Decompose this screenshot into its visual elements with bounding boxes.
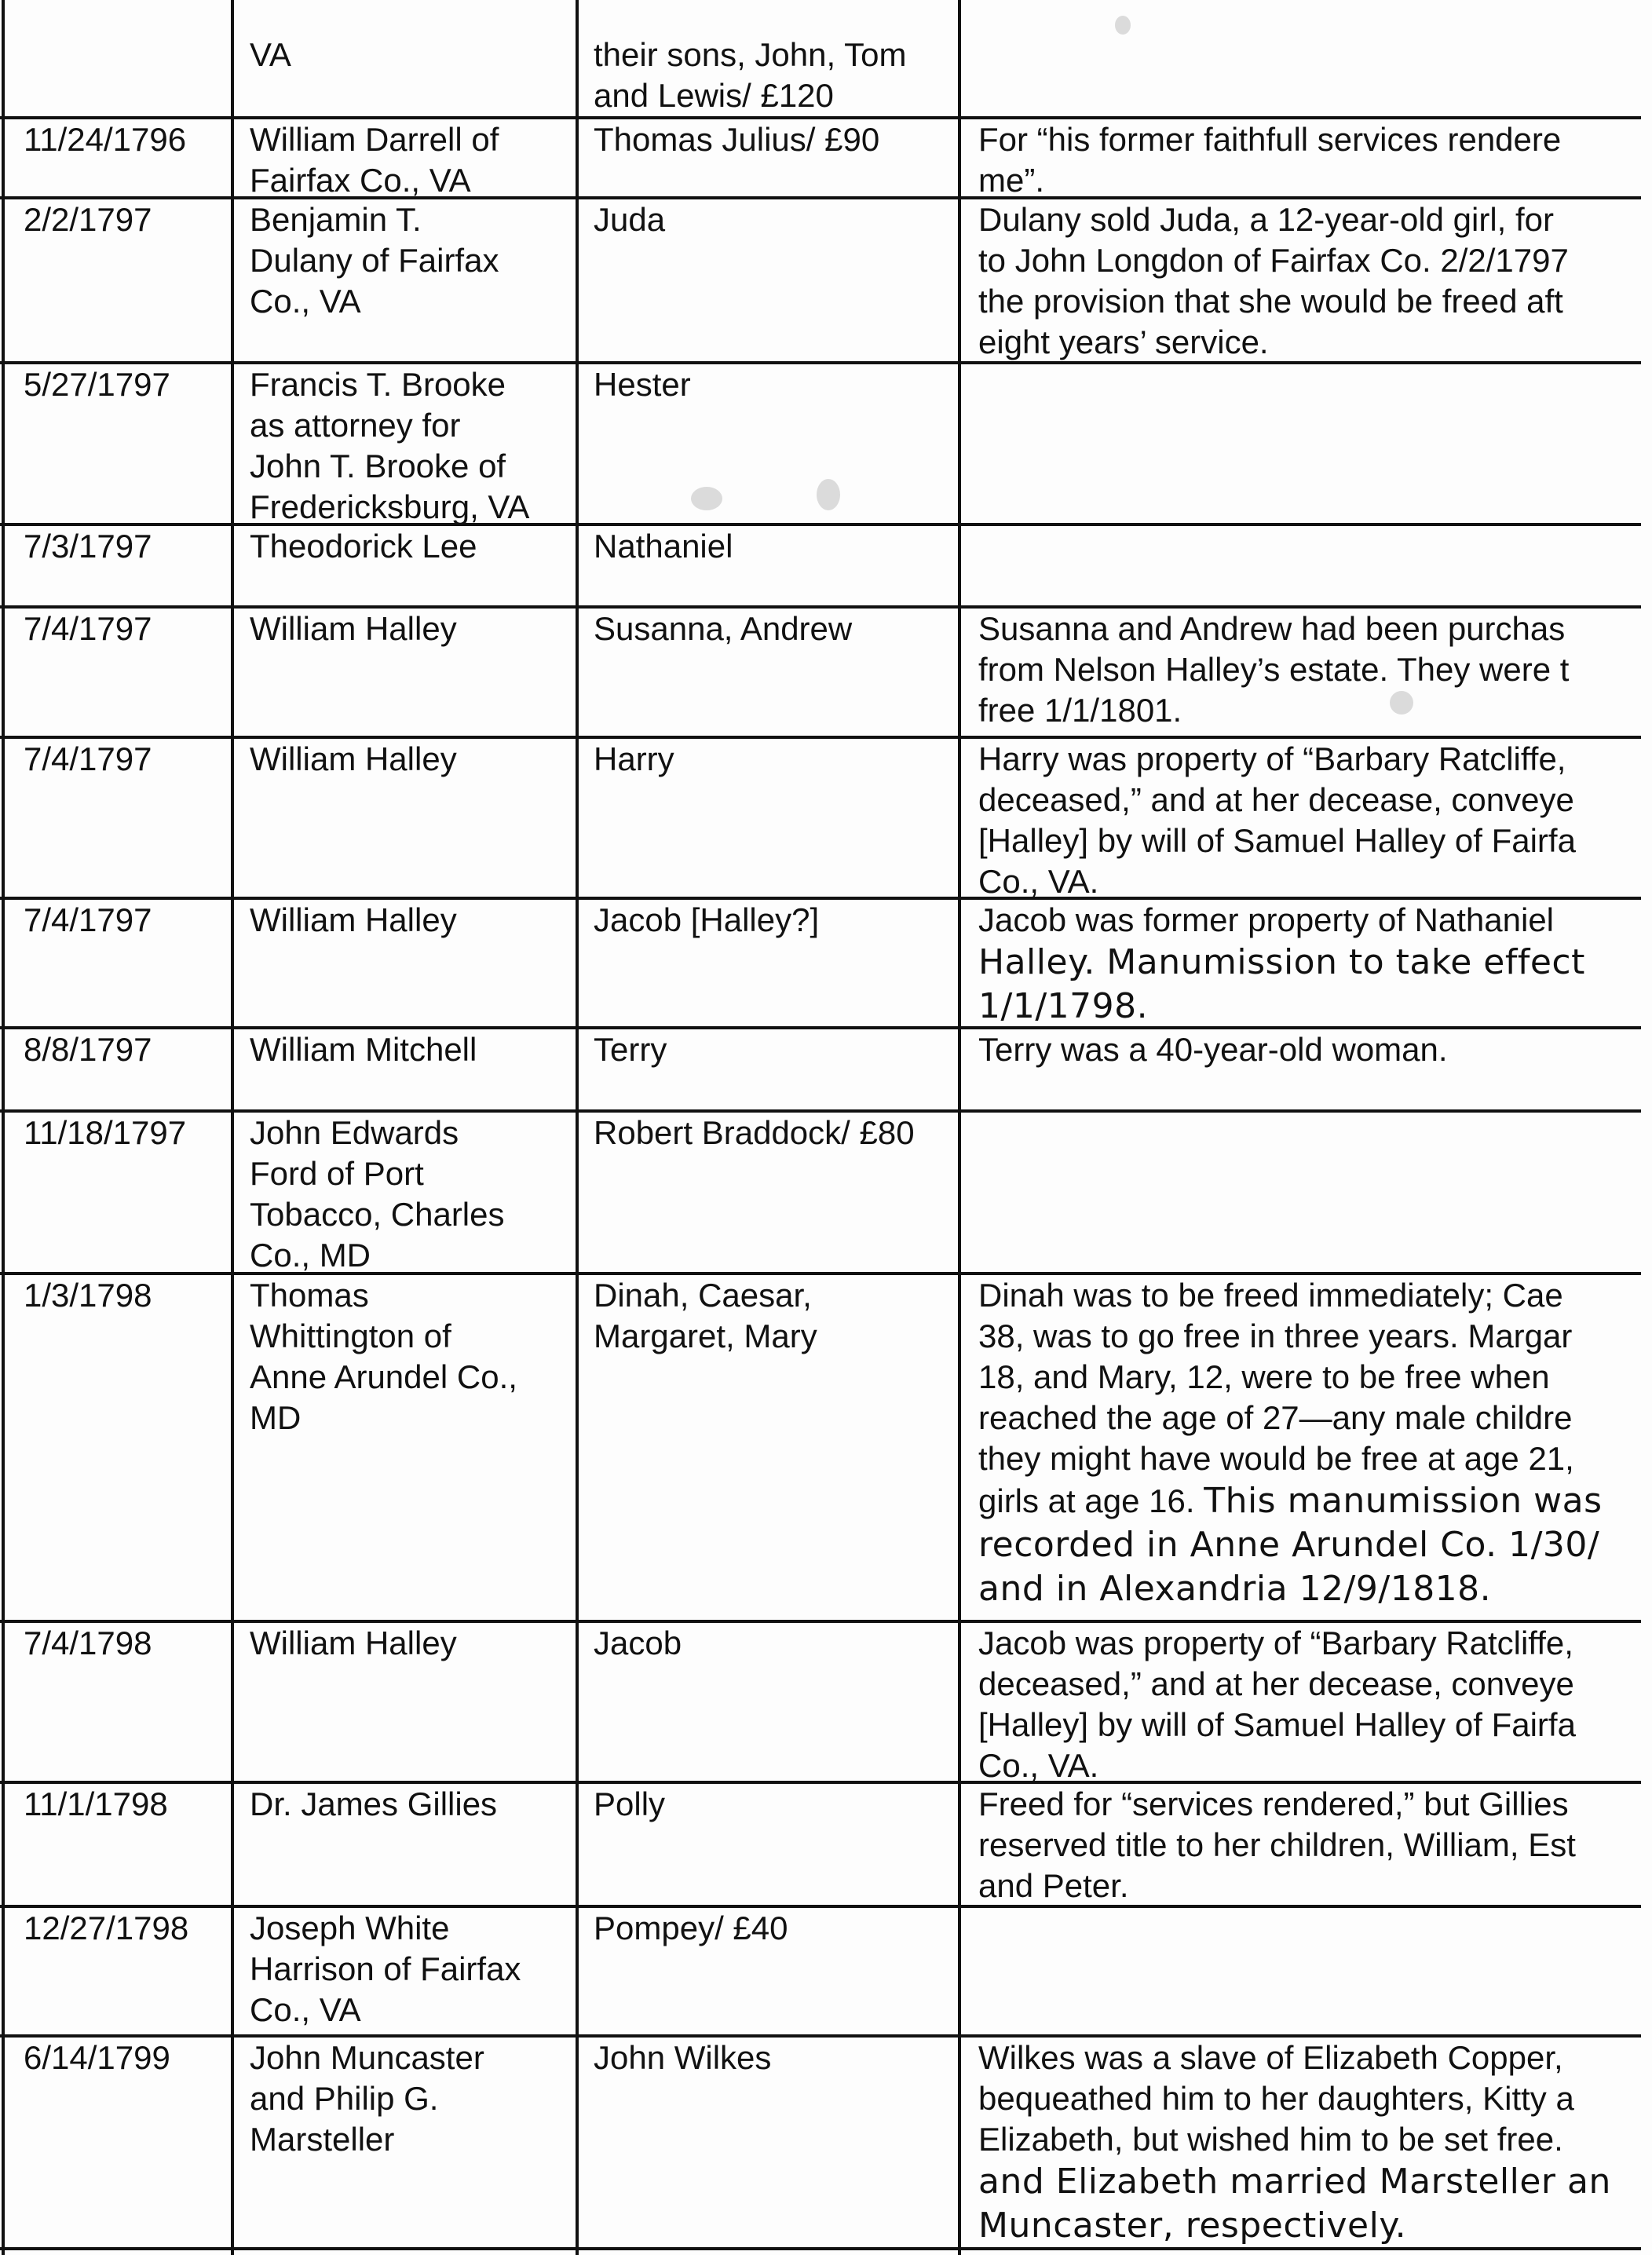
cell-manumitter: Dr. James Gillies — [250, 1785, 498, 1822]
cell-manumitter: Theodorick Lee — [250, 528, 477, 565]
cell-enslaved: Jacob — [594, 1625, 682, 1661]
cell-enslaved: John Wilkes — [594, 2039, 772, 2076]
cell-date: 7/4/1797 — [24, 901, 152, 938]
notes-typed-addition: This manumission was recorded in Anne Arundel Co. 1/30/ and in Alexandria 12/9/1818. — [978, 1481, 1603, 1609]
cell-notes — [978, 1275, 1646, 1611]
cell-enslaved: Thomas Julius/ £90 — [594, 121, 880, 158]
cell-manumitter: VA — [250, 36, 291, 73]
cell-enslaved: Dinah, Caesar, Margaret, Mary — [594, 1277, 817, 1354]
scan-speck — [691, 487, 722, 510]
cell-manumitter: William Halley — [250, 740, 457, 777]
cell-enslaved: Harry — [594, 740, 674, 777]
cell-manumitter: Francis T. Brooke as attorney for John T. Brooke of Fredericksburg, VA — [250, 366, 530, 525]
cell-manumitter: William Mitchell — [250, 1031, 477, 1068]
cell-notes: Dulany sold Juda, a 12-year-old girl, for to John Longdon of Fairfax Co. 2/2/1797 the provision that she would be freed aft eight years’ service. — [978, 201, 1569, 360]
cell-manumitter: William Halley — [250, 901, 457, 938]
cell-date: 7/4/1798 — [24, 1625, 152, 1661]
cell-date: 5/27/1797 — [24, 366, 170, 403]
cell-date: 12/27/1798 — [24, 1910, 189, 1946]
cell-manumitter: William Halley — [250, 610, 457, 647]
cell-notes: Jacob was property of “Barbary Ratcliffe, deceased,” and at her decease, conveye [Halley] by will of Samuel Halley of Fairfa Co., VA. — [978, 1625, 1576, 1784]
column-rule-3 — [958, 0, 961, 2255]
scan-speck — [1115, 16, 1131, 35]
cell-notes — [978, 2038, 1646, 2248]
cell-enslaved: Susanna, Andrew — [594, 610, 853, 647]
cell-notes — [978, 900, 1646, 1029]
cell-notes: Harry was property of “Barbary Ratcliffe, deceased,” and at her decease, conveye [Halley] by will of Samuel Halley of Fairfa Co., VA. — [978, 740, 1576, 900]
cell-manumitter: John Edwards Ford of Port Tobacco, Charles Co., MD — [250, 1114, 505, 1274]
cell-date: 7/4/1797 — [24, 610, 152, 647]
cell-notes: For “his former faithfull services rendere me”. — [978, 121, 1562, 199]
cell-enslaved: Terry — [594, 1031, 667, 1068]
scan-speck — [1390, 691, 1413, 715]
cell-notes: Terry was a 40-year-old woman. — [978, 1031, 1448, 1068]
cell-date: 6/14/1799 — [24, 2039, 170, 2076]
cell-date: 11/24/1796 — [24, 121, 187, 158]
cell-date: 1/3/1798 — [24, 1277, 152, 1314]
notes-text: Dinah was to be freed immediately; Cae 38, was to go free in three years. Margar 18, and Mary, 12, were to be free when reached the age of 27—any male childre they might have would be free at age 21, girls at age 16. — [978, 1277, 1574, 1519]
cell-date: 2/2/1797 — [24, 201, 152, 238]
cell-notes: Freed for “services rendered,” but Gillies reserved title to her children, William, Est and Peter. — [978, 1785, 1576, 1904]
cell-manumitter: Joseph White Harrison of Fairfax Co., VA — [250, 1910, 521, 2028]
cell-enslaved: Nathaniel — [594, 528, 733, 565]
cell-date: 7/4/1797 — [24, 740, 152, 777]
cell-enslaved: Jacob [Halley?] — [594, 901, 820, 938]
cell-date: 11/18/1797 — [24, 1114, 187, 1151]
cell-manumitter: John Muncaster and Philip G. Marsteller — [250, 2039, 484, 2158]
column-rule-left — [2, 0, 5, 2255]
cell-enslaved: Pompey/ £40 — [594, 1910, 788, 1946]
cell-enslaved: Hester — [594, 366, 691, 403]
cell-manumitter: William Darrell of Fairfax Co., VA — [250, 121, 499, 199]
cell-enslaved: Juda — [594, 201, 666, 238]
cell-manumitter: Thomas Whittington of Anne Arundel Co., MD — [250, 1277, 517, 1436]
cell-manumitter: Benjamin T. Dulany of Fairfax Co., VA — [250, 201, 499, 320]
notes-typed-addition: Halley. Manumission to take effect 1/1/1798. — [978, 942, 1585, 1026]
notes-text: Jacob was former property of Nathaniel — [978, 901, 1555, 938]
cell-enslaved: Polly — [594, 1785, 666, 1822]
notes-text: Wilkes was a slave of Elizabeth Copper, bequeathed him to her daughters, Kitty a Elizabeth, but wished him to be set free. — [978, 2039, 1574, 2158]
cell-date: 8/8/1797 — [24, 1031, 152, 1068]
cell-enslaved: their sons, John, Tom and Lewis/ £120 — [594, 36, 907, 114]
column-rule-1 — [231, 0, 234, 2255]
cell-notes: Susanna and Andrew had been purchas from Nelson Halley’s estate. They were t free 1/1/1801. — [978, 610, 1570, 729]
cell-date: 7/3/1797 — [24, 528, 152, 565]
cell-date: 11/1/1798 — [24, 1785, 168, 1822]
notes-typed-addition: and Elizabeth married Marsteller an Muncaster, respectively. — [978, 2162, 1611, 2246]
scan-speck — [817, 479, 840, 510]
cell-enslaved: Robert Braddock/ £80 — [594, 1114, 915, 1151]
cell-manumitter: William Halley — [250, 1625, 457, 1661]
